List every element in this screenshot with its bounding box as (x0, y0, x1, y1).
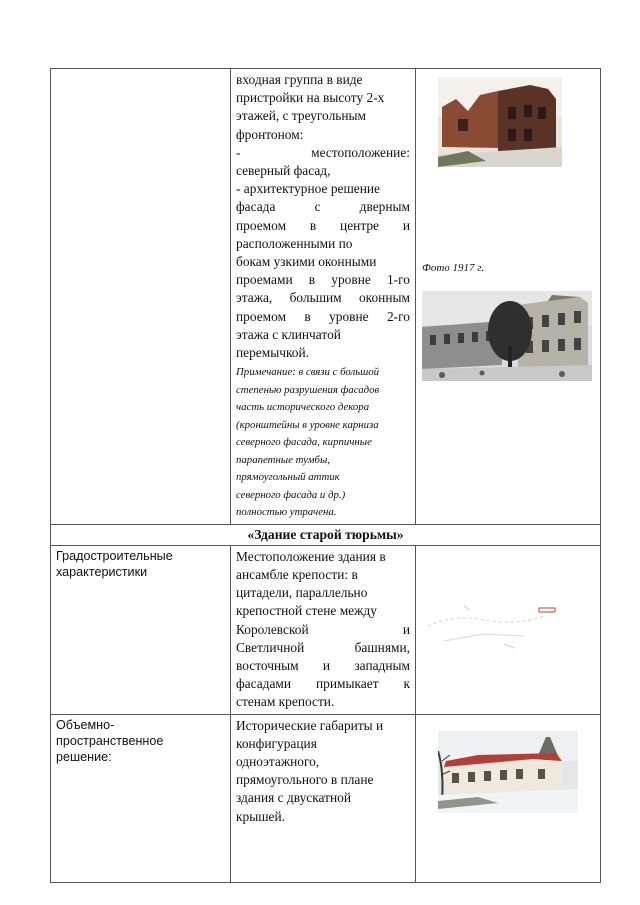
note-line: прямоугольный аттик (236, 471, 340, 484)
text-line: этажа с клинчатой (236, 326, 341, 342)
text-line: Королевской и (236, 621, 410, 637)
label-line: решение: (56, 749, 112, 764)
text-line: этажей, с треугольным (236, 108, 366, 124)
note-line: Примечание: в связи с большой (236, 366, 380, 379)
photo-cell (416, 69, 601, 525)
description-cell (231, 545, 416, 714)
old-prison-photo (438, 731, 578, 813)
text-line: фасадами примыкает к (236, 676, 410, 692)
site-map-sketch (424, 586, 592, 656)
row-label (51, 545, 231, 714)
note-line: парапетные тумбы, (236, 453, 330, 466)
label-line: Объемно- (56, 717, 115, 732)
text-line: входная группа в виде (236, 72, 363, 87)
note-line: часть исторического декора (236, 401, 370, 414)
text-line: проемом в центре и (236, 217, 410, 233)
text-line: прямоугольного в плане (236, 772, 374, 788)
text-line: крепостной стене между (236, 603, 377, 619)
text-line: ансамбле крепости: в (236, 566, 358, 582)
table-row-entrance-group (51, 69, 601, 525)
photo-cell (416, 714, 601, 882)
building-1917-photo (422, 291, 592, 381)
table-row-volume-spatial (51, 714, 601, 882)
row-label (51, 714, 231, 882)
description-cell (231, 714, 416, 882)
note-line: степенью разрушения фасадов (236, 383, 380, 396)
text-line: северный фасад, (236, 163, 331, 179)
text-line: фронтоном: (236, 126, 304, 142)
label-line: пространственное (56, 733, 164, 748)
table-row-urban-planning (51, 545, 601, 714)
note-line: северного фасада и др.) (236, 488, 346, 501)
text-line: проемом в уровне 2-го (236, 308, 410, 324)
label-line: Градостроительные (56, 548, 173, 563)
text-line: Исторические габариты и (236, 717, 384, 733)
text-line: одноэтажного, (236, 753, 320, 769)
text-line: конфигурация (236, 735, 317, 751)
ruined-building-photo (438, 77, 562, 167)
text-line: крышей. (236, 808, 285, 824)
text-line: перемычкой. (236, 345, 309, 361)
text-line: здания с двускатной (236, 790, 352, 806)
heritage-table (50, 68, 601, 883)
note (236, 364, 410, 522)
text-line: проемами в уровне 1-го (236, 272, 410, 288)
text-line: пристройки на высоту 2-х (236, 90, 385, 106)
section-heading-row (51, 524, 601, 545)
text-line: восточным и западным (236, 657, 410, 673)
photo-caption: Фото 1917 г. (422, 262, 485, 274)
text-line: бокам узкими оконными (236, 254, 377, 270)
text-line: этажа, большим оконным (236, 290, 410, 306)
empty-label-cell (51, 69, 231, 525)
map-cell (416, 545, 601, 714)
text-line: Местоположение здания в (236, 548, 386, 564)
text-line: Светличной башнями, (236, 639, 410, 655)
text-line: расположенными по (236, 235, 353, 251)
text-line: цитадели, параллельно (236, 585, 368, 601)
section-title: «Здание старой тюрьмы» (51, 524, 601, 545)
text-line: - архитектурное решение (236, 181, 380, 197)
text-line: - местоположение: (236, 144, 410, 160)
note-line: полностью утрачена. (236, 506, 337, 519)
text-line: стенам крепости. (236, 694, 335, 710)
note-line: северного фасада, кирпичные (236, 436, 372, 449)
description-cell (231, 69, 416, 525)
note-line: (кронштейны в уровне карниза (236, 418, 379, 431)
label-line: характеристики (56, 564, 148, 579)
text-line: фасада с дверным (236, 199, 410, 215)
